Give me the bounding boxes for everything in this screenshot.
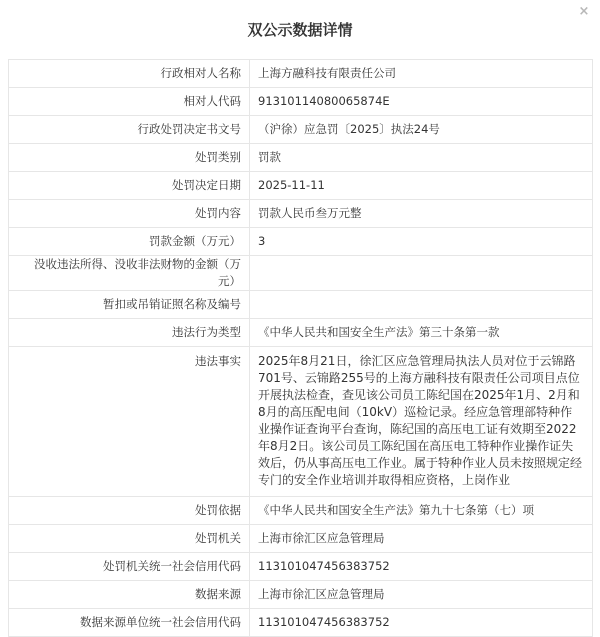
field-value: 3 [250, 228, 593, 256]
row-decision-date [9, 172, 593, 200]
row-penalty-content [9, 200, 593, 228]
field-value: 罚款 [250, 144, 593, 172]
field-label: 处罚决定日期 [9, 172, 250, 200]
field-label: 处罚依据 [9, 497, 250, 525]
field-value [250, 256, 593, 291]
row-party-name [9, 60, 593, 88]
field-label: 处罚机关统一社会信用代码 [9, 553, 250, 581]
row-violation-facts [9, 347, 593, 497]
row-confiscation-amount [9, 256, 593, 291]
row-license-revoked [9, 291, 593, 319]
row-authority-credit-code [9, 553, 593, 581]
row-fine-amount [9, 228, 593, 256]
row-party-code [9, 88, 593, 116]
dialog-title: 双公示数据详情 [247, 21, 353, 39]
field-value: 2025-11-11 [250, 172, 593, 200]
field-label: 没收违法所得、没收非法财物的金额（万元） [9, 256, 250, 291]
field-value: 113101047456383752 [250, 553, 593, 581]
row-source-credit-code [9, 609, 593, 637]
field-label: 违法事实 [9, 347, 250, 497]
field-label: 数据来源 [9, 581, 250, 609]
close-icon[interactable]: × [578, 4, 590, 19]
detail-table [8, 59, 593, 637]
row-violation-type [9, 319, 593, 347]
field-label: 相对人代码 [9, 88, 250, 116]
row-decision-number [9, 116, 593, 144]
field-value: 《中华人民共和国安全生产法》第九十七条第（七）项 [250, 497, 593, 525]
field-value: 91310114080065874E [250, 88, 593, 116]
field-label: 数据来源单位统一社会信用代码 [9, 609, 250, 637]
field-value [250, 291, 593, 319]
row-penalty-basis [9, 497, 593, 525]
field-value: 113101047456383752 [250, 609, 593, 637]
field-label: 处罚机关 [9, 525, 250, 553]
field-value: 上海市徐汇区应急管理局 [250, 525, 593, 553]
field-value: 上海市徐汇区应急管理局 [250, 581, 593, 609]
field-label: 处罚内容 [9, 200, 250, 228]
row-penalty-type [9, 144, 593, 172]
field-label: 违法行为类型 [9, 319, 250, 347]
field-label: 暂扣或吊销证照名称及编号 [9, 291, 250, 319]
field-label: 行政相对人名称 [9, 60, 250, 88]
field-value: 罚款人民币叁万元整 [250, 200, 593, 228]
row-data-source [9, 581, 593, 609]
field-value: 《中华人民共和国安全生产法》第三十条第一款 [250, 319, 593, 347]
field-value: 2025年8月21日，徐汇区应急管理局执法人员对位于云锦路701号、云锦路255号的上海方融科技有限责任公司项目点位开展执法检查，查见该公司员工陈纪国在2025年1月、2月和8月的高压配电间（10kV）巡检记录。经应急管理部特种作业操作证查询平台查询，陈纪国的高压电工证有效期至2022年8月2日。该公司员工陈纪国在高压电工特种作业操作证失效后，仍从事高压电工作业。属于特种作业人员未按照规定经专门的安全作业培训并取得相应资格，上岗作业 [250, 347, 593, 497]
row-penalty-authority [9, 525, 593, 553]
field-label: 罚款金额（万元） [9, 228, 250, 256]
field-label: 处罚类别 [9, 144, 250, 172]
field-label: 行政处罚决定书文号 [9, 116, 250, 144]
field-value: 上海方融科技有限责任公司 [250, 60, 593, 88]
field-value: （沪徐）应急罚〔2025〕执法24号 [250, 116, 593, 144]
